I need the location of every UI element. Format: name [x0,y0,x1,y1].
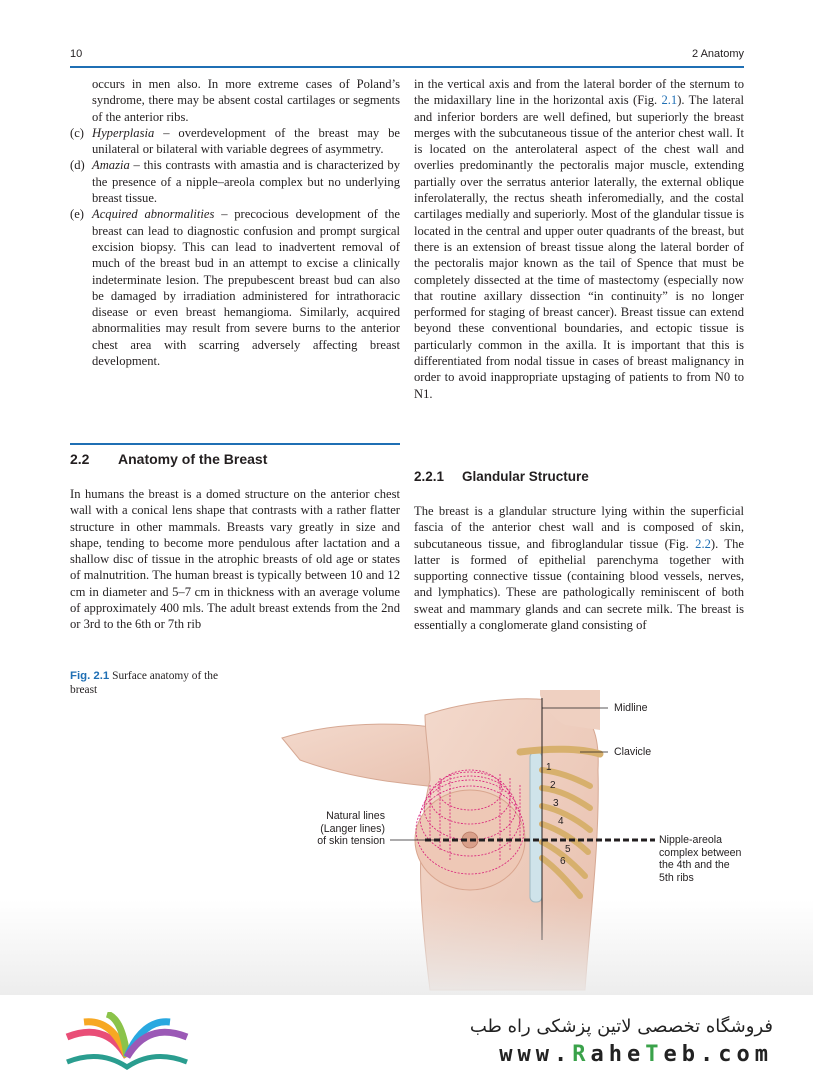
rib-number: 5 [565,844,571,855]
figure-caption-text: Surface anatomy of the breast [70,670,219,696]
list-term: Acquired abnormalities [92,207,215,222]
nipple-areola-label: Nipple-areola complex between the 4th and the 5th ribs [659,834,742,884]
list-item-c [70,125,400,158]
url-brand-letter: h [608,1042,628,1067]
rib-number: 1 [546,762,552,773]
running-header [70,46,744,64]
section-2-2-1-paragraph [414,503,744,633]
text-run: The breast is a glandular structure lying within the superficial fascia of the anterior chest wall and is composed of skin, subcutaneous tissue, and fibroglandular tissue (Fig. [414,504,744,551]
right-column [414,76,744,402]
url-brand-letter: a [590,1042,609,1067]
list-item-e [70,206,400,369]
list-continuation: occurs in men also. In more extreme cases of Poland’s syndrome, there may be absent costal cartilages or segments of the anterior ribs. [92,77,400,124]
right-paragraph [414,76,744,402]
subsection-title: Glandular Structure [462,469,589,484]
figure-link[interactable]: 2.1 [661,93,678,108]
url-brand-letter: T [645,1042,664,1067]
midline-label: Midline [614,702,648,714]
rib-number: 2 [550,780,556,791]
header-rule [70,66,744,68]
section-number: 2.2 [70,451,90,467]
rib-number: 6 [560,856,566,867]
section-heading-2-2 [70,451,267,467]
section-title: Anatomy of the Breast [118,451,268,467]
figure-label: Fig. 2.1 [70,670,110,682]
rib-number: 3 [553,798,559,809]
url-suffix: .com [700,1042,773,1067]
url-brand-letter: R [572,1042,591,1067]
url-prefix: www. [499,1042,573,1067]
url-brand-letter: e [663,1042,682,1067]
rib-number: 4 [558,816,564,827]
list-marker: (e) [70,207,84,222]
section-2-2-paragraph: In humans the breast is a domed structure on the anterior chest wall with a conical lens shape that contrasts with a rather flatter structure in other mammals. Breasts vary greatly in size and shape, tending to become more pendulous after lactation and a shallow disc of tissue in the atrophic breasts of old age or states of malnutrition. The human breast is typically between 10 and 12 cm in diameter and 5–7 cm in thickness with an average volume of approximately 400 mls. The adult breast extends from the 2nd or 3rd to the 6th or 7th rib [70,487,400,632]
page-number: 10 [70,48,83,60]
page-bottom-fade [0,900,813,1000]
figure-link[interactable]: 2.2 [695,536,711,551]
subsection-heading-2-2-1 [414,469,589,484]
book-logo-icon [62,1012,192,1074]
left-column [70,76,400,369]
clavicle-label: Clavicle [614,746,652,758]
list-item-d [70,157,400,206]
list-marker: (d) [70,158,85,173]
sternum [530,752,542,902]
list-term: Amazia [92,158,130,173]
chapter-title: 2 Anatomy [692,48,744,60]
list-marker: (c) [70,125,84,140]
list-text: – precocious development of the breast can lead to diagnostic confusion and prompt surgical excision biopsy. This can lead to inadvertent removal of much of the breast bud in an attempt to excise a clinically indeterminate lesion. The prepubescent breast bud can also be damaged by irradiation administered for intrathoracic disease or even breast hemangioma. Similarly, acquired abnormalities may result from severe burns to the anterior chest area with scarring adversely affecting breast development. [92,207,401,369]
list-text: – this contrasts with amastia and is characterized by the presence of a nipple–areola complex but no underlying breast tissue. [92,158,400,206]
section-rule [70,443,400,445]
url-brand-letter: e [627,1042,646,1067]
url-brand-letter: b [681,1042,701,1067]
shop-url[interactable] [499,1042,773,1067]
subsection-number: 2.2.1 [414,469,445,484]
list-text: – overdevelopment of the breast may be unilateral or bilateral with variable degrees of asymmetry. [92,125,400,157]
shop-name: فروشگاه تخصصی لاتین پزشکی راه طب [469,1016,773,1037]
list-term: Hyperplasia [92,125,155,140]
natural-lines-label: Natural lines (Langer lines) of skin tension [317,810,385,847]
text-run: ). The latter is formed of epithelial parenchyma together with supporting connective tissue (containing blood vessels, nerves, and lymphatics). These are pathologically reminiscent of both sweat and mammary glands and can secrete milk. The breast is essentially a conglomerate gland consisting of [414,536,745,633]
text-run: in the vertical axis and from the lateral border of the sternum to the midaxillary line in the horizontal axis (Fig. [414,77,744,108]
text-run: ). The lateral and inferior borders are well defined, but superiorly the breast merges with the subcutaneous tissue of the anterior chest wall. It is located on the anterolateral aspect of the chest wall and overlies predominantly the pectoralis major muscle, extending partially over the serratus anterior laterally, the external oblique inferolaterally, the rectus sheath inferomedially, and the costal cartilages medially and superiorly. Most of the glandular tissue is located in the central and upper outer quadrants of the breast, but there is an extension of breast tissue along the lateral border of the pectoralis major known as the tail of Spence that must be completely dissected at the time of mastectomy (especially now that routine axillary dissection “in continuity” is no longer performed for staging of breast cancer). Breast tissue can extend beyond these conventional boundaries, and ectopic tissue is particularly common in the axilla. It is important that this is differentiated from nodal tissue in cases of breast malignancy in order to avoid inappropriate upstaging of patients to from N0 to N1. [414,93,744,401]
